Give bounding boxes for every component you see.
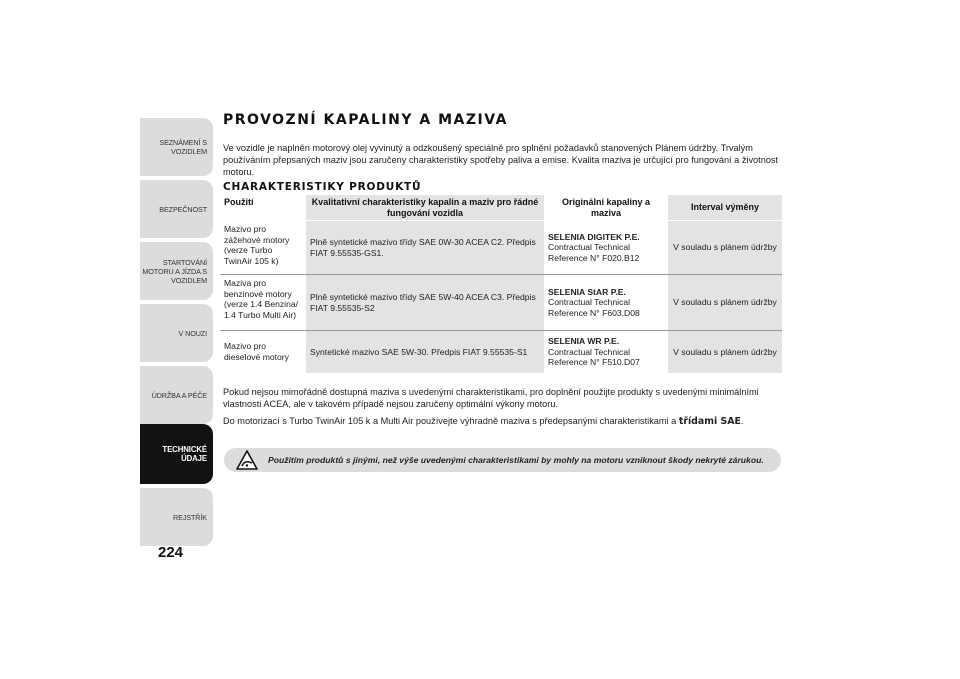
cell-quality: Plně syntetické mazivo třídy SAE 5W-40 ACEA C3. Předpis FIAT 9.55535-S2 [306,275,544,331]
tab-label: REJSTŘÍK [173,512,207,522]
cell-usage: Maziva pro benzinové motory (verze 1.4 Benzina/ 1.4 Turbo Multi Air) [220,275,306,331]
tab-label: BEZPEČNOST [159,204,207,214]
cell-quality: Plně syntetické mazivo třídy SAE 0W-30 ACEA C2. Předpis FIAT 9.55535-GS1. [306,221,544,275]
section-subtitle: CHARAKTERISTIKY PRODUKTŮ [223,181,422,193]
oil-ref-number: Reference N° F020.B12 [548,252,640,263]
oil-ref-line: Contractual Technical [548,242,631,253]
lubricants-table [220,195,782,373]
cell-quality: Syntetické mazivo SAE 5W-30. Předpis FIAT 9.55535-S1 [306,331,544,373]
tab-label: SEZNÁMENÍ S VOZIDLEM [159,138,207,156]
oil-ref-number: Reference N° F510.D07 [548,357,640,367]
tab-udrzba[interactable] [140,366,213,424]
cell-original [544,221,668,275]
page-title: PROVOZNÍ KAPALINY A MAZIVA [223,112,508,128]
oil-ref-line: Contractual Technical [548,297,631,308]
cell-interval: V souladu s plánem údržby [668,331,782,373]
sae-note-text: Do motorizací s Turbo TwinAir 105 k a Multi Air používejte výhradně maziva s předepsanými charakteristikami a [223,416,677,426]
cell-original [544,275,668,331]
tab-rejstrik[interactable] [140,488,213,546]
cell-interval: V souladu s plánem údržby [668,275,782,331]
cell-original [544,331,668,373]
intro-paragraph: Ve vozidle je naplněn motorový olej vyvinutý a odzkoušený speciálně pro splnění požadavků stanovených Plánem údržby. Trvalým používáním přepsaných maziv jsou zaručeny charakteristiky spotřeby paliva a emise. Kvalita maziva je určující pro fungování a životnost motoru. [223,143,779,177]
tab-label: ÚDRŽBA A PÉČE [151,390,207,400]
tab-seznameni[interactable] [140,118,213,176]
oil-ref-number: Reference N° F603.D08 [548,307,640,318]
tab-label: V NOUZI [178,328,207,338]
table-row [220,331,782,373]
header-usage: Použití [220,195,306,221]
tab-bezpecnost[interactable] [140,180,213,238]
availability-note: Pokud nejsou mimořádně dostupná maziva s uvedenými charakteristikami, pro doplnění použijte produkty s uvedenými minimálními vlastnosti ACEA, ale v takovém případě nejsou zaručeny optimální výkony motoru. [223,387,759,409]
page-number: 224 [158,544,184,561]
sae-note-bold: třídami SAE [678,416,741,427]
oil-name: SELENIA WR P.E. [548,336,620,346]
oil-name: SELENIA DIGITEK P.E. [548,231,640,242]
tab-label: STARTOVÁNÍ MOTORU A JÍZDA S VOZIDLEM [142,257,207,285]
oil-ref-line: Contractual Technical [548,346,631,357]
header-interval: Interval výměny [668,195,782,221]
header-quality: Kvalitativní charakteristiky kapalin a maziv pro řádné fungování vozidla [306,195,544,221]
tab-v-nouzi[interactable] [140,304,213,362]
cell-interval: V souladu s plánem údržby [668,221,782,275]
warning-text: Použitím produktů s jinými, než výše uvedenými charakteristikami by mohly na motoru vzniknout škody nekryté zárukou. [268,455,764,465]
oil-name: SELENIA StAR P.E. [548,286,626,297]
sae-note-end: . [740,416,744,426]
cell-usage: Mazivo pro dieselové motory [220,331,306,373]
tab-label: TECHNICKÉ ÚDAJE [162,445,207,463]
table-row [220,275,782,331]
tab-startovani[interactable] [140,242,213,300]
sae-note [223,415,783,428]
warning-triangle-icon [236,450,258,470]
table-header-row [220,195,782,221]
cell-usage: Mazivo pro zážehové motory (verze Turbo TwinAir 105 k) [220,221,306,275]
table-row [220,221,782,275]
warning-box [224,448,781,472]
header-original: Originální kapaliny a maziva [544,195,668,221]
tab-technicke-udaje[interactable] [140,424,213,484]
